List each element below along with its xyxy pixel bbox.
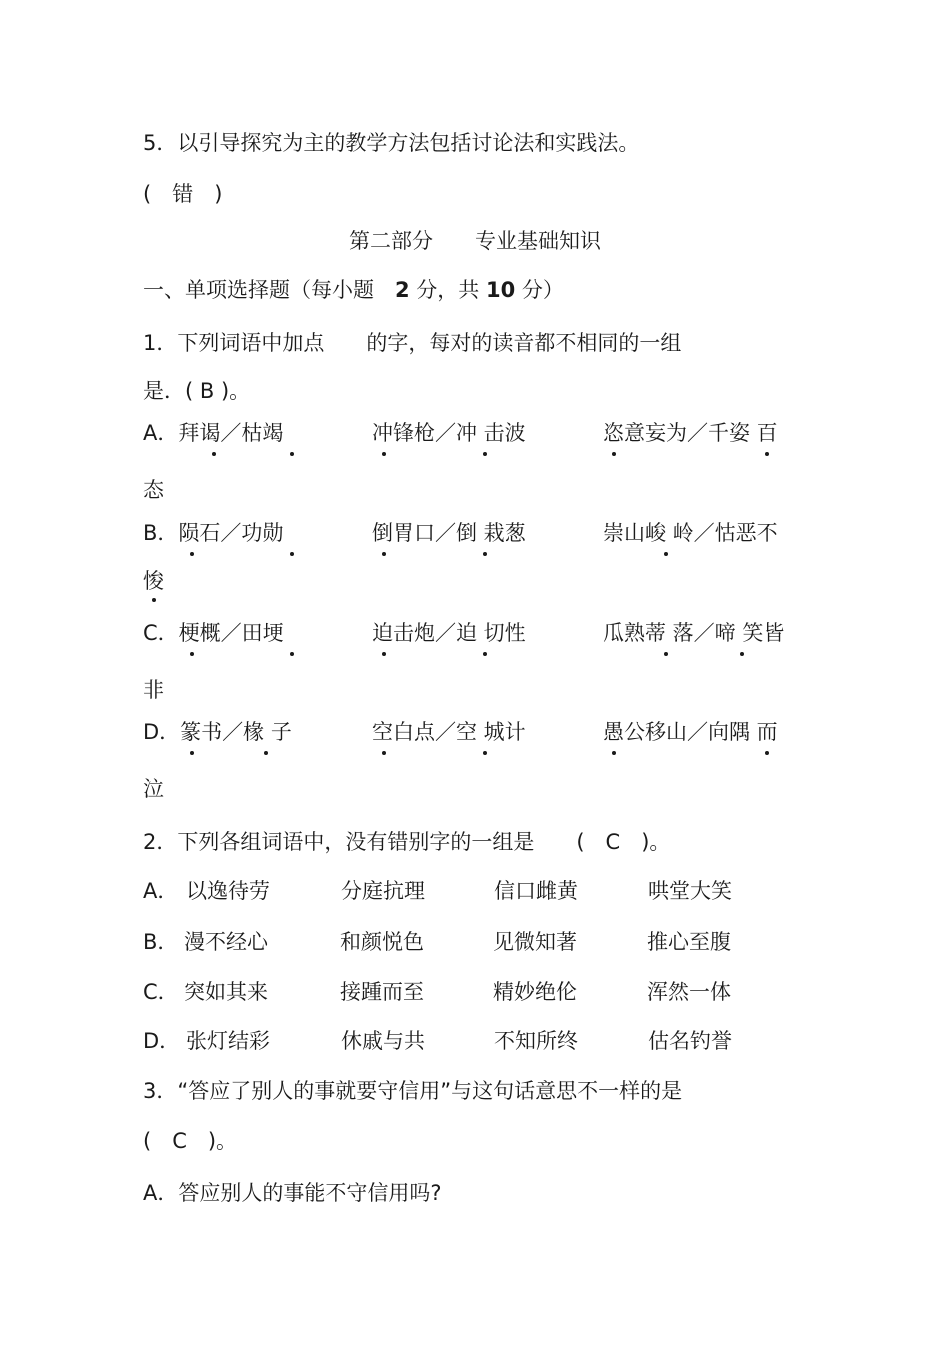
emphasis-dot [382, 751, 386, 755]
emphasis-dot [290, 652, 294, 656]
emphasis-dot [740, 652, 744, 656]
q1-option-c-col1: C．梗概／田埂 [143, 621, 284, 645]
emphasis-dot [290, 452, 294, 456]
section1-points-total: 10 [485, 278, 516, 302]
emphasis-dot [190, 751, 194, 755]
part-title: 第二部分 专业基础知识 [349, 229, 601, 253]
q2-option-b-word2: 和颜悦色 [340, 930, 424, 954]
q2-option-b-word4: 推心至腹 [647, 930, 731, 954]
q2-option-b-word3: 见微知著 [493, 930, 577, 954]
emphasis-dot [765, 751, 769, 755]
q1-option-d-wrap: 泣 [143, 777, 164, 801]
q1-option-b-col3: 崇山峻 岭／怙恶不 [603, 521, 778, 545]
q1-option-a-col3: 恣意妄为／千姿 百 [603, 421, 778, 445]
emphasis-dot [190, 652, 194, 656]
emphasis-dot [483, 552, 487, 556]
q2-stem: 2．下列各组词语中，没有错别字的一组是 ( C )。 [143, 830, 671, 854]
q2-option-d-label: D． [143, 1029, 181, 1053]
q1-stem-line2: 是．( B )。 [143, 379, 251, 403]
emphasis-dot [152, 598, 156, 602]
q3-option-a: A．答应别人的事能不守信用吗? [143, 1181, 442, 1205]
emphasis-dot [190, 552, 194, 556]
emphasis-dot [664, 552, 668, 556]
q2-option-d-word4: 估名钓誉 [648, 1029, 732, 1053]
q1-option-b-col2: 倒胃口／倒 栽葱 [372, 521, 526, 545]
q1-option-d-col3: 愚公移山／向隅 而 [603, 720, 778, 744]
emphasis-dot [382, 552, 386, 556]
q1-option-c-col2: 迫击炮／迫 切性 [372, 621, 526, 645]
q2-option-d-word3: 不知所终 [494, 1029, 578, 1053]
q2-option-c-word3: 精妙绝伦 [493, 980, 577, 1004]
emphasis-dot [483, 452, 487, 456]
q2-option-d-word1: 张灯结彩 [186, 1029, 270, 1053]
emphasis-dot [382, 452, 386, 456]
q2-option-d-word2: 休戚与共 [341, 1029, 425, 1053]
q2-option-c-word2: 接踵而至 [340, 980, 424, 1004]
q1-option-d-col2: 空白点／空 城计 [372, 720, 526, 744]
q1-option-c-col3: 瓜熟蒂 落／啼 笑皆 [603, 621, 785, 645]
q2-option-c-label: C． [143, 980, 179, 1004]
q1-option-a-wrap: 态 [143, 478, 164, 502]
emphasis-dot [382, 652, 386, 656]
section1-heading [143, 275, 564, 305]
emphasis-dot [264, 751, 268, 755]
q1-option-d-col1: D．篆书／椽 子 [143, 720, 292, 744]
q1-option-a-col2: 冲锋枪／冲 击波 [372, 421, 526, 445]
section1-mid: 分，共 [409, 278, 486, 302]
emphasis-dot [290, 552, 294, 556]
q2-option-b-label: B． [143, 930, 179, 954]
section1-suffix: 分） [515, 278, 564, 302]
q2-option-a-word1: 以逸待劳 [186, 879, 270, 903]
emphasis-dot [765, 452, 769, 456]
q1-stem-line1: 1．下列词语中加点 的字，每对的读音都不相同的一组 [143, 331, 682, 355]
q2-option-a-label: A． [143, 879, 179, 903]
q2-option-c-word4: 浑然一体 [647, 980, 731, 1004]
q3-stem: 3．“答应了别人的事就要守信用”与这句话意思不一样的是 [143, 1079, 683, 1103]
emphasis-dot [212, 452, 216, 456]
q2-option-a-word2: 分庭抗理 [341, 879, 425, 903]
q1-option-a-col1: A．拜谒／枯竭 [143, 421, 284, 445]
q2-option-a-word4: 哄堂大笑 [648, 879, 732, 903]
section1-points-each: 2 [395, 278, 410, 302]
q1-option-b-col1: B．陨石／功勋 [143, 521, 284, 545]
section1-prefix: 一、单项选择题（每小题 [143, 278, 395, 302]
q1-option-b-wrap: 悛 [143, 569, 164, 593]
emphasis-dot [483, 652, 487, 656]
emphasis-dot [664, 652, 668, 656]
q1-option-c-wrap: 非 [143, 678, 164, 702]
emphasis-dot [612, 751, 616, 755]
q3-answer: ( C )。 [143, 1129, 238, 1153]
q2-option-a-word3: 信口雌黄 [494, 879, 578, 903]
emphasis-dot [483, 751, 487, 755]
q5-text: 5．以引导探究为主的教学方法包括讨论法和实践法。 [143, 131, 640, 155]
q5-answer: ( 错 ) [143, 182, 223, 206]
q2-option-c-word1: 突如其来 [184, 980, 268, 1004]
q2-option-b-word1: 漫不经心 [184, 930, 268, 954]
emphasis-dot [612, 452, 616, 456]
